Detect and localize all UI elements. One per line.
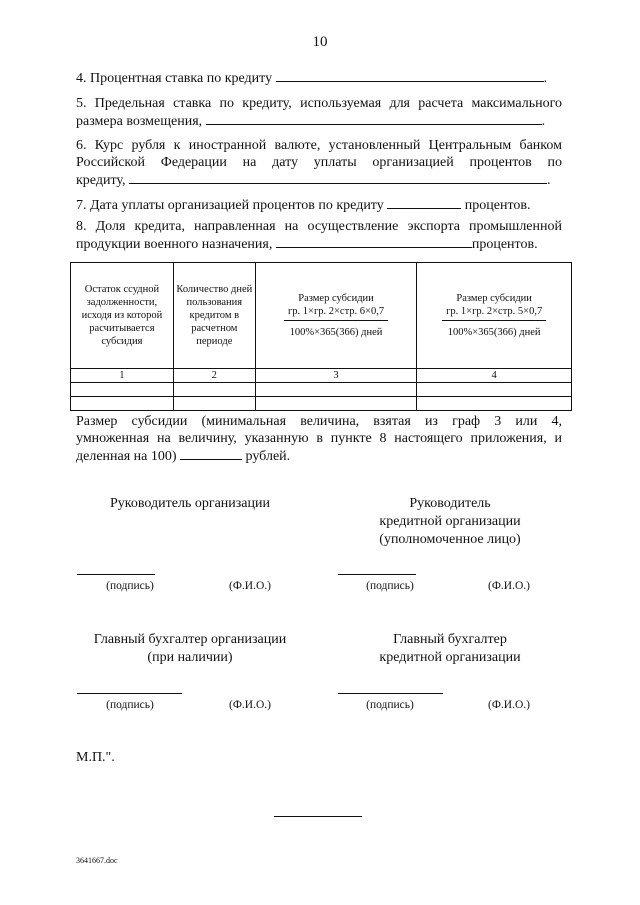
- table-cell[interactable]: [71, 383, 174, 397]
- item-4: 4. Процентная ставка по кредиту .: [76, 71, 548, 86]
- chief-accountant-title: Главный бухгалтер организации (при наличии): [93, 632, 287, 665]
- item-4-text: 4. Процентная ставка по кредиту: [76, 71, 273, 86]
- item-8-line-2: продукции военного назначения, процентов.: [76, 237, 538, 252]
- item-6-line-3: кредиту, .: [76, 173, 551, 188]
- signature-caption: (подпись): [106, 580, 154, 592]
- signature-line-head-credit[interactable]: [338, 574, 416, 575]
- formula-col3: $\frac{\text{гр. 1×гр. 2×стр. 6×0,7}}{\text{100\%×365(366) дней}}$: [284, 305, 388, 339]
- table-cell[interactable]: [255, 383, 417, 397]
- page-number: 10: [312, 34, 328, 50]
- item-5: [76, 95, 562, 130]
- summary-line-1: Размер субсидии (минимальная величина, взятая из граф 3 или 4,: [76, 414, 562, 429]
- item-7-blank: [387, 196, 461, 209]
- chief-accountant-credit-title: Главный бухгалтер кредитной организации: [379, 632, 521, 665]
- item-6-blank: [129, 171, 547, 184]
- item-4-blank: [276, 69, 544, 82]
- item-6: [76, 137, 562, 189]
- signature-line-chief-acc[interactable]: [77, 693, 182, 694]
- head-of-credit-org-title: Руководитель кредитной организации (уполномоченное лицо): [379, 496, 521, 547]
- signature-caption: (подпись): [366, 580, 414, 592]
- table-cell[interactable]: [173, 397, 255, 411]
- item-8: [76, 218, 562, 253]
- signature-caption: (подпись): [106, 699, 154, 711]
- col-number-1: 1: [71, 369, 174, 383]
- col-number-4: 4: [417, 369, 572, 383]
- table-header-row: [71, 263, 572, 369]
- item-7-text: 7. Дата уплаты организацией процентов по кредиту: [76, 198, 384, 213]
- name-caption: (Ф.И.О.): [488, 699, 530, 711]
- signature-line-chief-acc-credit[interactable]: [338, 693, 443, 694]
- name-caption: (Ф.И.О.): [488, 580, 530, 592]
- item-7: 7. Дата уплаты организацией процентов по кредиту процентов.: [76, 198, 531, 213]
- item-8-line-1: 8. Доля кредита, направленная на осуществление экспорта промышленной: [76, 219, 562, 234]
- signature-caption: (подпись): [366, 699, 414, 711]
- item-5-line-2: размера возмещения, .: [76, 114, 546, 129]
- header-loan-balance: Остаток ссудной задолженности, исходя из которой расчитывается субсидия: [71, 263, 174, 369]
- col-number-2: 2: [173, 369, 255, 383]
- name-caption: (Ф.И.О.): [229, 699, 271, 711]
- header-days-count: Количество дней пользования кредитом в расчетном периоде: [173, 263, 255, 369]
- item-6-line-2: Российской Федерации на дату уплаты организацией процентов по: [76, 155, 562, 170]
- table-number-row: [71, 369, 572, 383]
- summary-line-2: умноженная на величину, указанную в пункте 8 настоящего приложения, и: [76, 431, 562, 446]
- item-6-line-1: 6. Курс рубля к иностранной валюте, установленный Центральным банком: [76, 138, 562, 153]
- name-caption: (Ф.И.О.): [229, 580, 271, 592]
- document-id: 3641667.doc: [76, 856, 118, 865]
- table-cell[interactable]: [173, 383, 255, 397]
- summary-blank: [180, 447, 242, 460]
- header-subsidy-col4: Размер субсидии $\frac{\text{гр. 1×гр. 2×стр. 5×0,7}}{\text{100\%×365(366) дней}}$: [417, 263, 572, 369]
- item-5-blank: [206, 112, 542, 125]
- item-8-blank: [276, 235, 472, 248]
- item-5-line-1: 5. Предельная ставка по кредиту, используемая для расчета максимального: [76, 96, 562, 111]
- summary-line-3: деленная на 100) рублей.: [76, 449, 291, 464]
- header-subsidy-col3: Размер субсидии $\frac{\text{гр. 1×гр. 2×стр. 6×0,7}}{\text{100\%×365(366) дней}}$: [255, 263, 417, 369]
- subsidy-summary: [76, 413, 562, 465]
- signature-line-head-org[interactable]: [77, 574, 155, 575]
- formula-col4: $\frac{\text{гр. 1×гр. 2×стр. 5×0,7}}{\text{100\%×365(366) дней}}$: [442, 305, 546, 339]
- table-cell[interactable]: [255, 397, 417, 411]
- head-of-organization-title: Руководитель организации: [110, 496, 270, 511]
- subsidy-table: [70, 262, 572, 411]
- table-row: [71, 397, 572, 411]
- table-cell[interactable]: [417, 383, 572, 397]
- table-row: [71, 383, 572, 397]
- stamp-place-mark: М.П.".: [76, 750, 115, 765]
- table-cell[interactable]: [417, 397, 572, 411]
- col-number-3: 3: [255, 369, 417, 383]
- table-cell[interactable]: [71, 397, 174, 411]
- end-divider: [274, 816, 362, 817]
